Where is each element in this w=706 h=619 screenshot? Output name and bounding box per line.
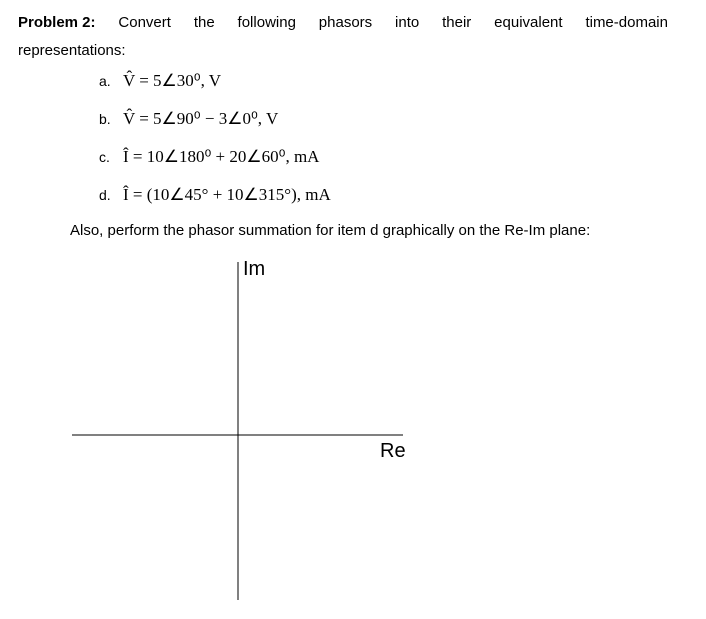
statement-word: into	[395, 14, 420, 31]
item-label: c.	[99, 149, 110, 165]
item-expression: Î = 10∠180⁰ + 20∠60⁰, mA	[123, 147, 320, 166]
item-label: a.	[99, 73, 111, 89]
problem-line-2: representations:	[18, 42, 126, 59]
re-axis-label: Re	[380, 440, 406, 462]
item-label: b.	[99, 111, 111, 127]
item-expression: V̂ = 5∠90⁰ − 3∠0⁰, V	[123, 109, 279, 128]
graph-instruction: Also, perform the phasor summation for item d graphically on the Re-Im plane:	[70, 222, 591, 239]
statement-word: their	[442, 14, 472, 31]
statement-word: equivalent	[494, 14, 563, 31]
statement-word: following	[237, 14, 296, 31]
statement-word: Convert	[118, 14, 171, 31]
item-expression: Î = (10∠45° + 10∠315°), mA	[123, 185, 331, 204]
statement-word: the	[193, 14, 215, 31]
item-expression: V̂ = 5∠30⁰, V	[123, 71, 222, 90]
problem-title: Problem 2:	[18, 14, 96, 31]
statement-word: time-domain	[585, 14, 668, 31]
im-axis-label: Im	[243, 258, 266, 280]
item-label: d.	[99, 187, 111, 203]
statement-word: phasors	[318, 14, 373, 31]
